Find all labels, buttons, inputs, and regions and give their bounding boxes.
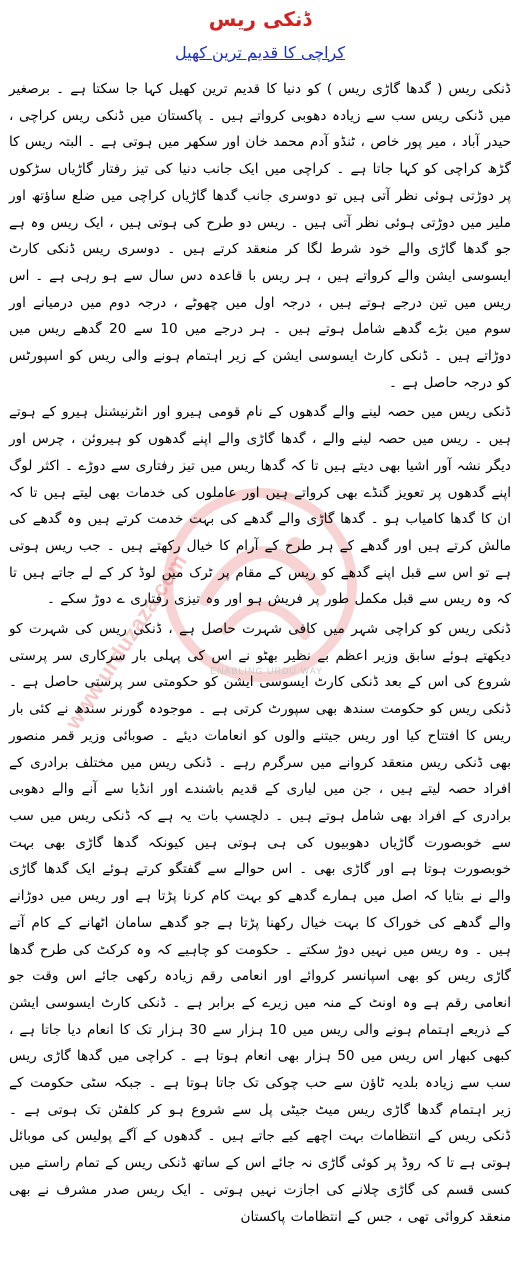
- page-title: ڈنکی ریس: [208, 7, 312, 31]
- page-subtitle: [0, 40, 520, 66]
- article-paragraph: ڈنکی ریس ( گدھا گاڑی ریس ) کو دنیا کا قدیم ترین کھیل کہا جا سکتا ہے ۔ برصغیر میں ڈنکی ریس سب سے زیادہ دھوبی کرواتے ہیں ۔ پاکستان میں ڈنکی ریس کراچی ، حیدر آباد ، میر پور خاص ، ٹنڈو آدم محمد خان اور سکھر میں ہوتی ہے ۔ البتہ ریس کا گڑھ کراچی کو کہا جاتا ہے ۔ کراچی میں ایک جانب دنیا کی تیز رفتار گاڑیاں سڑکوں پر دوڑتی ہوئی نظر آتی ہیں تو دوسری جانب گدھا گاڑیاں کراچی میں ضلع ساؤتھ اور ملیر میں دوڑتی ہوئی نظر آتی ہیں ۔ ریس دو طرح کی ہوتی ہیں ، ایک ریس وہ ہے جو گدھا گاڑی والے خود شرط لگا کر منعقد کرتے ہیں ۔ دوسری ریس ڈنکی کارٹ ایسوسی ایشن والے کرواتے ہیں ، ہر ریس با قاعدہ دس سال سے ہو رہی ہے ۔ اس ریس میں تین درجے ہوتے ہیں ، درجہ اول میں چھوٹے ، درجہ دوم میں درمیانے اور سوم مین بڑے گدھے شامل ہوتے ہیں ۔ ہر درجے میں 10 سے 20 گدھے ریس میں دوڑاتے ہیں ۔ ڈنکی کارٹ ایسوسی ایشن کے زیر اہتمام ہونے والی ریس کو اسپورٹس کو درجہ حاصل ہے ۔: [9, 81, 511, 391]
- watermark-url: www.urduzaza.com: [60, 549, 192, 734]
- article-body: [9, 76, 511, 1233]
- article-paragraph: ڈنکی ریس کو کراچی شہر میں کافی شہرت حاصل ہے ، ڈنکی ریس کی شہرت کو دیکھتے ہوئے سابق وزیر اعظم بے نظیر بھٹو نے اس کی پہلی بار سرکاری سر پرستی شروع کی اس کے بعد ڈنکی کارٹ ایسوسی ایشن کو حکومتی سر پرستی حاصل ہے ۔ ڈنکی ریس کو حکومت سندھ بھی سپورٹ کرتی ہے ۔ موجودہ گورنر سندھ نے کئی بار ریس کا افتتاح کیا اور ریس جیتنے والوں کو انعامات دیئے ۔ صوبائی وزیر قمر منصور بھی ڈنکی ریس منعقد کروانے میں سرگرم رہے ۔ ڈنکی ریس میں مختلف برادری کے افراد حصہ لیتے ہیں ، جن میں لیاری کے قدیم باشندے اور انڈیا سے آنے والے دھوبی برادری کے افراد بھی شامل ہوتے ہیں ۔ دلچسپ بات یہ ہے کہ ڈنکی ریس میں سب سے خوبصورت گاڑیاں دھوبیوں کی ہی ہوتی ہیں کیونکہ گدھا گاڑی بھی بہت خوبصورت ہوتا ہے اور گاڑی بھی ۔ اس حوالے سے گفتگو کرتے ہوئے ایک گدھا گاڑی والے نے بتایا کہ اصل میں ہمارے گدھے کو بہت کام کرنا پڑتا ہے اور ریس میں دوڑانے والے گدھے کی خوراک کا بہت خیال رکھنا پڑتا ہے جو گدھے سامان اٹھانے کے کام آتے ہیں ۔ وہ ریس میں نہیں دوڑ سکتے ۔ حکومت کو چاہیے کہ وہ کرکٹ کی طرح گدھا گاڑی ریس کو بھی اسپانسر کروائے اور انعامی رقم زیادہ رکھی جائے اس وقت جو انعامی رقم ہے وہ اونٹ کے منہ میں زیرے کے برابر ہے ۔ ڈنکی کارٹ ایسوسی ایشن کے ذریعے اہتمام ہونے والی ریس میں 10 ہزار سے 30 ہزار تک کا انعام دیا جاتا ہے ، کبھی کبھار اس ریس میں 50 ہزار بھی انعام ہوتا ہے ۔ کراچی میں گدھا گاڑی ریس سب سے زیادہ بلدیہ ٹاؤن سے حب چوکی تک جاتا ہوتا ہے ۔ جبکہ سٹی حکومت کے زیر اہتمام گدھا گاڑی ریس میٹ جیٹی پل سے شروع ہو کر کلفٹن تک ہوتی ہے ۔ ڈنکی ریس کے انتظامات بہت اچھے کیے جاتے ہیں ۔ گدھوں کے آگے پولیس کی موبائل ہوتی ہے تا کہ روڈ پر کوئی گاڑی نہ جائے اس کے ساتھ ڈنکی ریس کے تمام راستے میں کسی قسم کی گاڑی چلانے کی اجازت نہیں ہوتی ۔ ایک ریس صدر مشرف نے بھی منعقد کروائی تھی ، جس کے انتظامات پاکستان: [9, 621, 511, 1225]
- subtitle-text: کراچی کا قدیم ترین کھیل: [175, 43, 345, 62]
- watermark-caption: ENABLING URDU WAY: [210, 666, 324, 676]
- article-paragraph: ڈنکی ریس میں حصہ لینے والے گدھوں کے نام قومی ہیرو اور انٹرنیشنل ہیرو کے ہوتے ہیں ۔ ریس میں حصہ لینے والے ، گدھا گاڑی والے اپنے گدھوں کو ہیروئن ، چرس اور دیگر نشہ آور اشیا بھی دیتے ہیں تا کہ گدھا ریس میں تیز رفتاری سے دوڑے ۔ اکثر لوگ اپنے گدھوں پر تعویز گنڈے بھی کرواتے ہیں اور عاملوں کی خدمات بھی لیتے ہیں تا کہ ان کا گدھا کامیاب ہو ۔ گدھا گاڑی والے گدھے کی بہت خدمت کرتے ہیں وہ گدھے کی مالش کرتے ہیں اور گدھے کے ہر طرح کے آرام کا خیال رکھتے ہیں ۔ جب ریس ہوتی ہے تو اس سے قبل اپنے گدھے کو ریس کے مقام پر ٹرک میں لوڈ کر کے لے جاتے ہیں تا کہ وہ ریس سے قبل مکمل طور پر فریش ہو اور وہ تیزی رفتاری ے دوڑ سکے ۔: [9, 404, 511, 608]
